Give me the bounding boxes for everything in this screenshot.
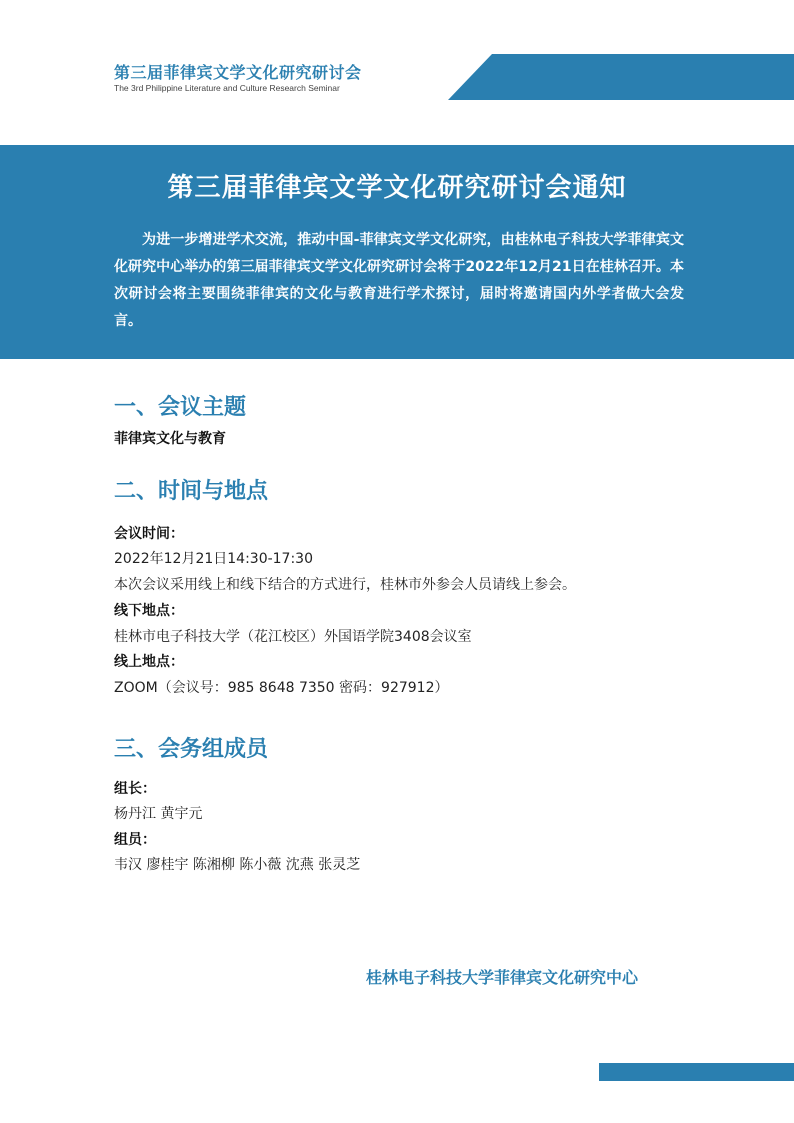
offline-location-label: 线下地点： [114,603,184,619]
online-location-value: ZOOM（会议号：985 8648 7350 密码：927912） [114,680,449,696]
section-heading-time-place: 二、时间与地点 [114,479,269,504]
notice-intro: 为进一步增进学术交流，推动中国-菲律宾文学文化研究，由桂林电子科技大学菲律宾文化研究中心举办的第三届菲律宾文学文化研究研讨会将于2022年12月21日在桂林召开。本次研讨会将主要围绕菲律宾的文化与教育进行学术探讨，届时将邀请国内外学者做大会发言。 [114,232,684,329]
time-value: 2022年12月21日14:30-17:30 [114,551,314,567]
members-label: 组员： [114,832,156,848]
notice-title: 第三届菲律宾文学文化研究研讨会通知 [167,173,627,203]
header-title: 第三届菲律宾文学文化研究研讨会 [114,63,362,82]
notice-banner [0,145,794,359]
section-heading-staff: 三、会务组成员 [114,737,269,762]
footer-decorative-bar [599,1063,794,1081]
time-label: 会议时间： [114,526,184,542]
leader-label: 组长： [114,781,156,797]
offline-location-value: 桂林市电子科技大学（花江校区）外国语学院3408会议室 [114,629,472,645]
leader-names: 杨丹江 黄宇元 [114,806,203,822]
section-heading-theme: 一、会议主题 [114,395,247,420]
header-subtitle: The 3rd Philippine Literature and Culture Research Seminar [114,83,340,93]
online-location-label: 线上地点： [114,654,184,670]
mode-note: 本次会议采用线上和线下结合的方式进行，桂林市外参会人员请线上参会。 [114,577,576,593]
members-names: 韦汉 廖桂宇 陈湘柳 陈小薇 沈燕 张灵芝 [114,857,361,873]
header-decorative-shape [448,54,794,100]
theme-text: 菲律宾文化与教育 [114,431,226,447]
organizer-signature: 桂林电子科技大学菲律宾文化研究中心 [366,968,639,987]
